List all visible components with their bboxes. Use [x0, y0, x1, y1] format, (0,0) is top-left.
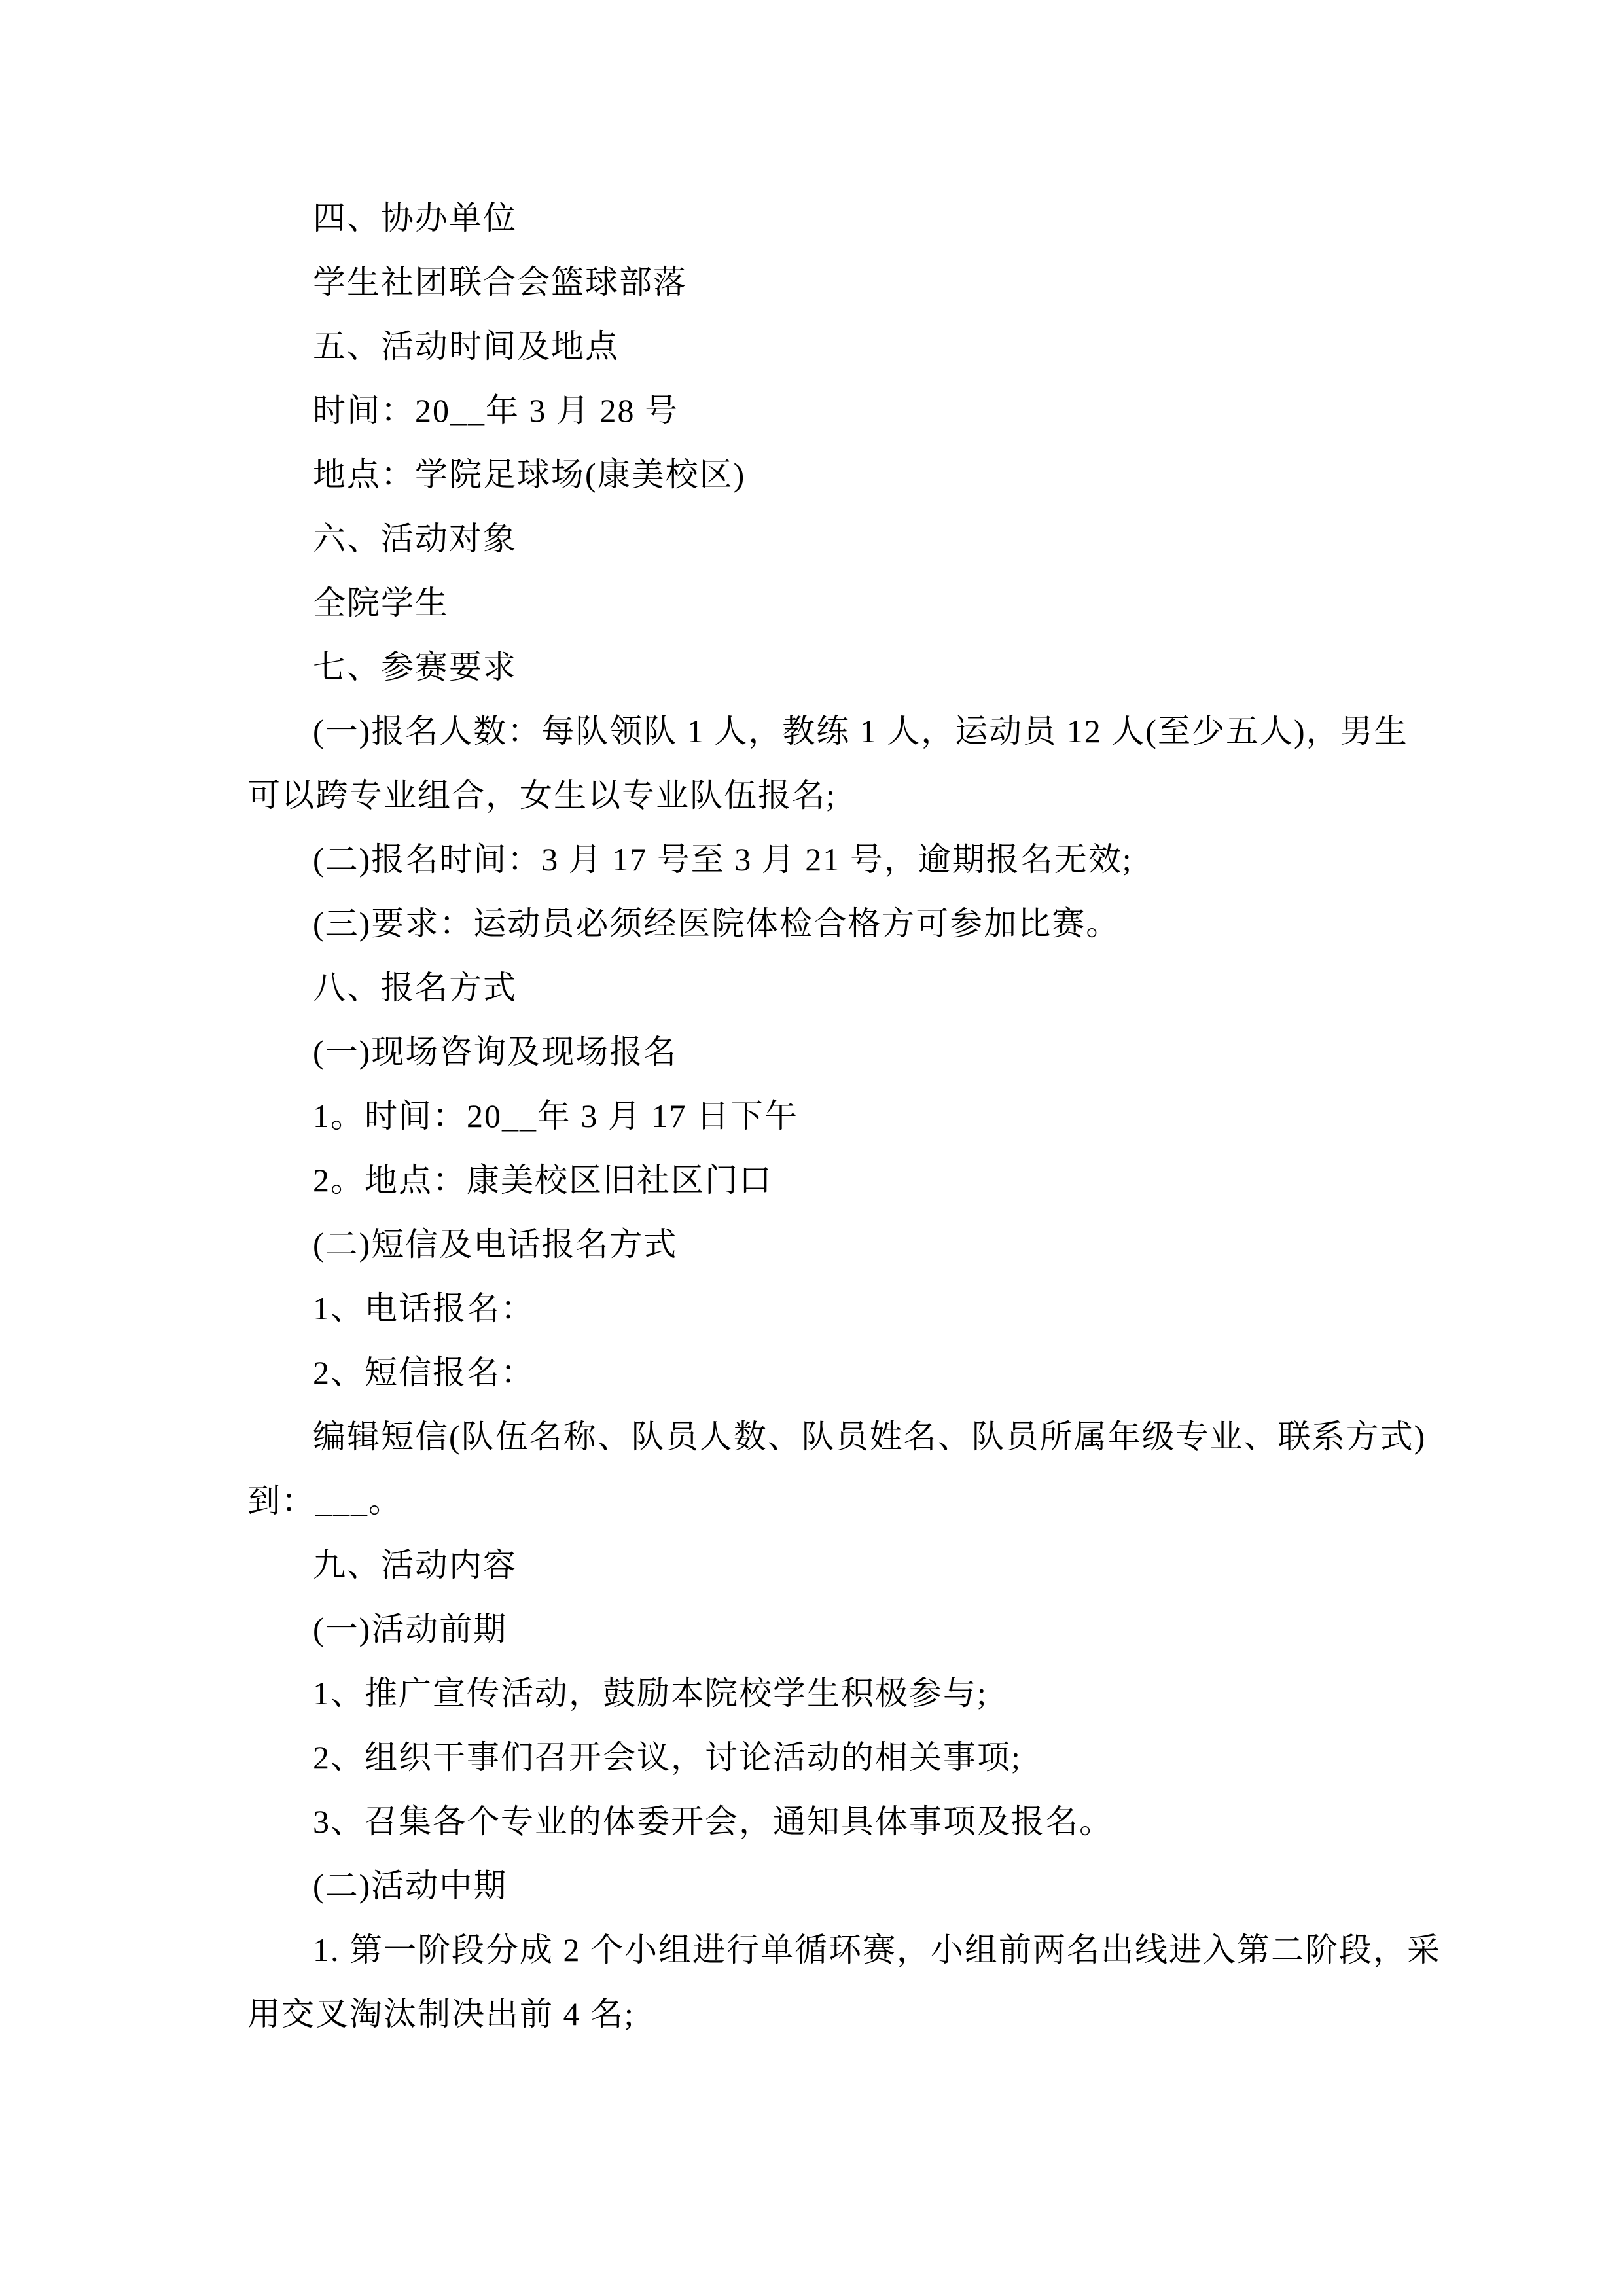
document-line: 1、推广宣传活动，鼓励本院校学生积极参与; — [313, 1675, 988, 1712]
document-line: 2、组织干事们召开会议，讨论活动的相关事项; — [313, 1739, 1022, 1776]
document-line: (二)报名时间：3 月 17 号至 3 月 21 号，逾期报名无效; — [313, 841, 1133, 878]
document-line: 八、报名方式 — [313, 969, 517, 1006]
document-line: 到：___。 — [247, 1482, 402, 1519]
document-line: (一)现场咨询及现场报名 — [313, 1033, 678, 1070]
document-line: 1。时间：20__年 3 月 17 日下午 — [313, 1098, 798, 1134]
document-line: (一)活动前期 — [313, 1611, 508, 1647]
document-line: 2、短信报名： — [313, 1354, 535, 1391]
document-line: 五、活动时间及地点 — [313, 328, 619, 365]
document-body — [247, 186, 1441, 2046]
document-line: 九、活动内容 — [313, 1547, 517, 1583]
document-line: 用交叉淘汰制决出前 4 名; — [247, 1996, 635, 2032]
document-line: 1. 第一阶段分成 2 个小组进行单循环赛，小组前两名出线进入第二阶段，采 — [313, 1931, 1441, 1968]
document-line: 四、协办单位 — [313, 200, 517, 236]
document-line: 学生社团联合会篮球部落 — [313, 264, 687, 300]
document-line: 七、参赛要求 — [313, 649, 517, 685]
document-line: 可以跨专业组合，女生以专业队伍报名; — [247, 777, 836, 814]
document-line: 全院学生 — [313, 584, 449, 621]
document-line: 3、召集各个专业的体委开会，通知具体事项及报名。 — [313, 1803, 1113, 1840]
document-line: 2。地点：康美校区旧社区门口 — [313, 1162, 773, 1198]
document-line: (二)短信及电话报名方式 — [313, 1226, 678, 1263]
document-line: 1、电话报名： — [313, 1290, 535, 1327]
document-line: 时间：20__年 3 月 28 号 — [313, 392, 679, 429]
document-line: 编辑短信(队伍名称、队员人数、队员姓名、队员所属年级专业、联系方式) — [313, 1418, 1427, 1455]
document-line: (一)报名人数：每队领队 1 人，教练 1 人，运动员 12 人(至少五人)，男生 — [313, 713, 1408, 749]
document-line: (三)要求：运动员必须经医院体检合格方可参加比赛。 — [313, 905, 1120, 942]
document-line: 六、活动对象 — [313, 520, 517, 557]
document-line: 地点：学院足球场(康美校区) — [313, 456, 746, 493]
document-line: (二)活动中期 — [313, 1867, 508, 1904]
